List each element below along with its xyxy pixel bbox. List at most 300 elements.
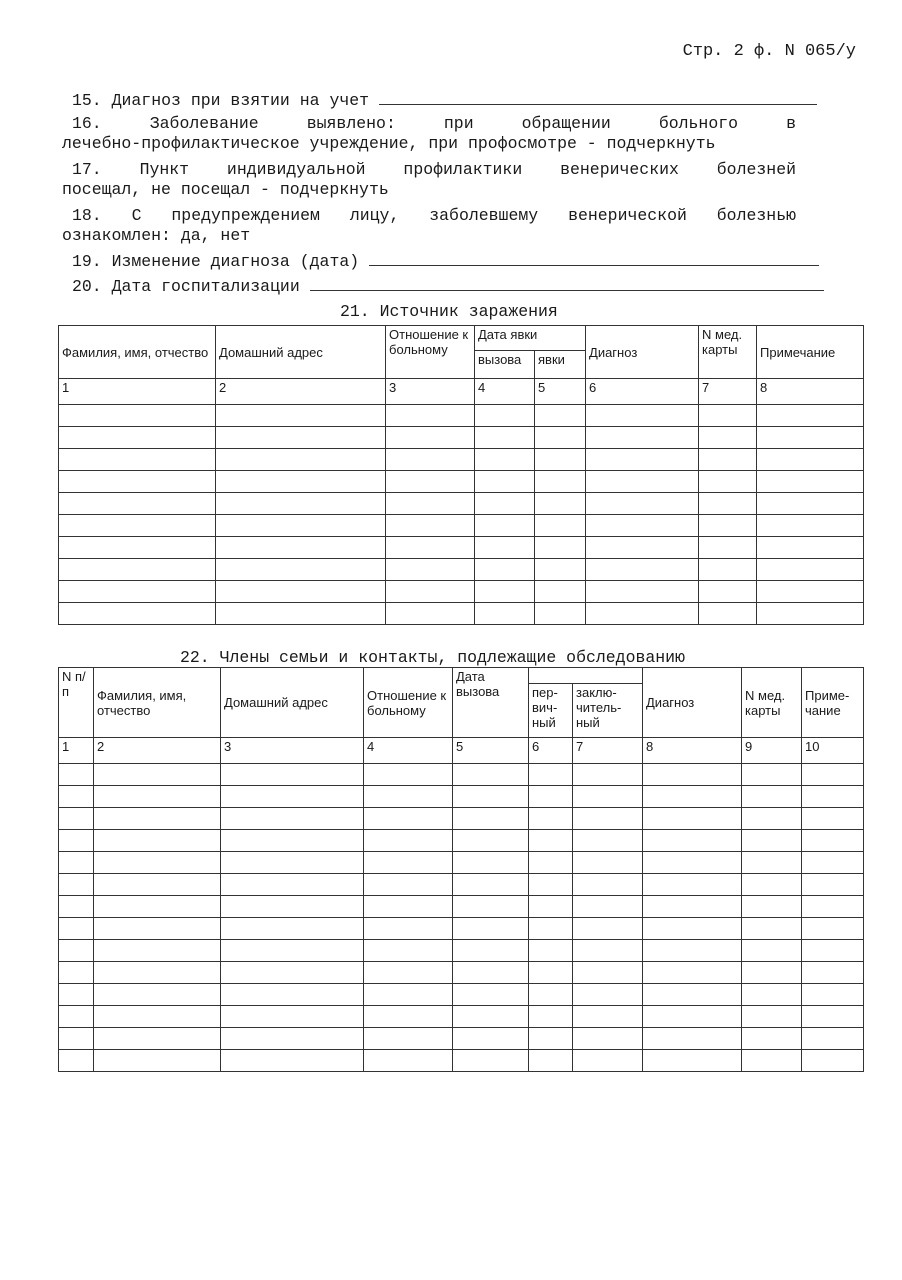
blank-cell[interactable]: [59, 537, 216, 559]
blank-cell[interactable]: [699, 405, 757, 427]
blank-cell[interactable]: [643, 1050, 742, 1072]
blank-cell[interactable]: [216, 603, 386, 625]
blank-cell[interactable]: [529, 896, 573, 918]
blank-cell[interactable]: [586, 559, 699, 581]
blank-cell[interactable]: [453, 1050, 529, 1072]
blank-cell[interactable]: [573, 962, 643, 984]
blank-cell[interactable]: [742, 874, 802, 896]
col-number: 1: [59, 738, 94, 764]
blank-cell[interactable]: [216, 537, 386, 559]
item-15: 15. Диагноз при взятии на учет: [62, 90, 796, 111]
col-primary: пер- вич- ный: [529, 684, 573, 738]
col-number: 3: [386, 379, 475, 405]
blank-cell[interactable]: [364, 1028, 453, 1050]
blank-cell[interactable]: [216, 559, 386, 581]
blank-cell[interactable]: [529, 786, 573, 808]
blank-cell[interactable]: [364, 940, 453, 962]
blank-cell[interactable]: [802, 874, 864, 896]
blank-cell[interactable]: [699, 493, 757, 515]
blank-cell[interactable]: [59, 1006, 94, 1028]
blank-cell[interactable]: [699, 449, 757, 471]
blank-cell[interactable]: [699, 471, 757, 493]
blank-cell[interactable]: [59, 1028, 94, 1050]
blank-cell[interactable]: [221, 896, 364, 918]
blank-cell[interactable]: [586, 603, 699, 625]
blank-cell[interactable]: [475, 559, 535, 581]
blank-cell[interactable]: [59, 471, 216, 493]
blank-cell[interactable]: [453, 830, 529, 852]
blank-cell[interactable]: [475, 515, 535, 537]
blank-cell[interactable]: [453, 808, 529, 830]
blank-cell[interactable]: [221, 1028, 364, 1050]
blank-cell[interactable]: [94, 962, 221, 984]
blank-cell[interactable]: [475, 603, 535, 625]
blank-cell[interactable]: [453, 1028, 529, 1050]
blank-cell[interactable]: [364, 984, 453, 1006]
blank-cell[interactable]: [699, 559, 757, 581]
table22-title: 22. Члены семьи и контакты, подлежащие обследованию: [180, 648, 685, 667]
blank-cell[interactable]: [59, 984, 94, 1006]
blank-cell[interactable]: [529, 962, 573, 984]
col-number: 2: [216, 379, 386, 405]
blank-cell[interactable]: [573, 940, 643, 962]
blank-cell[interactable]: [573, 918, 643, 940]
blank-cell[interactable]: [699, 515, 757, 537]
table-row: [59, 962, 864, 984]
blank-cell[interactable]: [221, 918, 364, 940]
blank-cell[interactable]: [742, 940, 802, 962]
item-20: 20. Дата госпитализации: [62, 276, 796, 297]
blank-cell[interactable]: [643, 940, 742, 962]
blank-cell[interactable]: [529, 1050, 573, 1072]
blank-cell[interactable]: [364, 1050, 453, 1072]
item-16-line1: 16. Заболевание выявлено: при обращении больного в: [72, 114, 796, 133]
table21-title: 21. Источник заражения: [340, 302, 558, 321]
blank-cell[interactable]: [221, 940, 364, 962]
col-final: заклю- читель- ный: [573, 684, 643, 738]
blank-cell[interactable]: [364, 962, 453, 984]
blank-cell[interactable]: [221, 764, 364, 786]
col-diagnosis: Диагноз: [586, 326, 699, 379]
blank-cell[interactable]: [757, 559, 864, 581]
blank-cell[interactable]: [59, 918, 94, 940]
blank-cell[interactable]: [453, 896, 529, 918]
blank-cell[interactable]: [386, 405, 475, 427]
blank-cell[interactable]: [742, 1006, 802, 1028]
blank-cell[interactable]: [221, 852, 364, 874]
blank-cell[interactable]: [535, 559, 586, 581]
blank-cell[interactable]: [94, 764, 221, 786]
blank-cell[interactable]: [802, 984, 864, 1006]
blank-cell[interactable]: [364, 1006, 453, 1028]
blank-cell[interactable]: [535, 581, 586, 603]
blank-cell[interactable]: [529, 830, 573, 852]
table-row: [59, 896, 864, 918]
blank-cell[interactable]: [643, 786, 742, 808]
table-row: [59, 830, 864, 852]
col-number: 3: [221, 738, 364, 764]
blank-cell[interactable]: [386, 427, 475, 449]
blank-cell[interactable]: [757, 471, 864, 493]
hospitalization-date-field[interactable]: [310, 276, 824, 291]
blank-cell[interactable]: [742, 764, 802, 786]
blank-cell[interactable]: [59, 830, 94, 852]
blank-cell[interactable]: [802, 830, 864, 852]
table-row: [59, 449, 864, 471]
table-row: [59, 493, 864, 515]
blank-cell[interactable]: [221, 1050, 364, 1072]
blank-cell[interactable]: [699, 603, 757, 625]
blank-cell[interactable]: [573, 786, 643, 808]
blank-cell[interactable]: [453, 918, 529, 940]
blank-cell[interactable]: [586, 493, 699, 515]
blank-cell[interactable]: [573, 852, 643, 874]
blank-cell[interactable]: [757, 581, 864, 603]
blank-cell[interactable]: [643, 1028, 742, 1050]
blank-cell[interactable]: [742, 918, 802, 940]
blank-cell[interactable]: [386, 449, 475, 471]
blank-cell[interactable]: [742, 830, 802, 852]
blank-cell[interactable]: [453, 984, 529, 1006]
blank-cell[interactable]: [742, 808, 802, 830]
col-card: N мед. карты: [742, 668, 802, 738]
table-row: [59, 471, 864, 493]
blank-cell[interactable]: [643, 984, 742, 1006]
blank-cell[interactable]: [643, 1006, 742, 1028]
diagnosis-change-date-field[interactable]: [369, 251, 819, 266]
blank-cell[interactable]: [386, 559, 475, 581]
blank-cell[interactable]: [529, 874, 573, 896]
blank-cell[interactable]: [59, 581, 216, 603]
blank-cell[interactable]: [586, 581, 699, 603]
col-diagnosis: Диагноз: [643, 668, 742, 738]
table-row: [59, 940, 864, 962]
contacts-rows: [59, 764, 864, 1072]
item-18-line2: ознакомлен: да, нет: [62, 226, 251, 245]
col-number: 6: [586, 379, 699, 405]
blank-cell[interactable]: [757, 515, 864, 537]
table-row: [59, 918, 864, 940]
blank-cell[interactable]: [643, 852, 742, 874]
blank-cell[interactable]: [475, 581, 535, 603]
blank-cell[interactable]: [535, 537, 586, 559]
blank-cell[interactable]: [364, 808, 453, 830]
blank-cell[interactable]: [386, 603, 475, 625]
col-note: Приме- чание: [802, 668, 864, 738]
table-row: [59, 537, 864, 559]
blank-cell[interactable]: [643, 830, 742, 852]
blank-cell[interactable]: [59, 493, 216, 515]
col-number: 5: [453, 738, 529, 764]
item-19: 19. Изменение диагноза (дата): [62, 251, 796, 272]
blank-cell[interactable]: [94, 874, 221, 896]
col-no: N п/п: [59, 668, 94, 738]
table-row: [59, 852, 864, 874]
table-row: [59, 427, 864, 449]
blank-cell[interactable]: [59, 603, 216, 625]
col-fio: Фамилия, имя, отчество: [59, 326, 216, 379]
blank-cell[interactable]: [59, 962, 94, 984]
blank-cell[interactable]: [586, 471, 699, 493]
blank-cell[interactable]: [59, 896, 94, 918]
blank-cell[interactable]: [453, 1006, 529, 1028]
col-address: Домашний адрес: [216, 326, 386, 379]
blank-cell[interactable]: [453, 962, 529, 984]
blank-cell[interactable]: [221, 874, 364, 896]
table-row: [59, 984, 864, 1006]
blank-cell[interactable]: [94, 1050, 221, 1072]
blank-cell[interactable]: [535, 405, 586, 427]
blank-cell[interactable]: [742, 786, 802, 808]
blank-cell[interactable]: [94, 786, 221, 808]
blank-cell[interactable]: [643, 918, 742, 940]
table-row: [59, 874, 864, 896]
item-16-line2: лечебно-профилактическое учреждение, при профосмотре - подчеркнуть: [62, 134, 716, 153]
blank-cell[interactable]: [453, 764, 529, 786]
blank-cell[interactable]: [586, 405, 699, 427]
blank-cell[interactable]: [802, 852, 864, 874]
blank-cell[interactable]: [94, 830, 221, 852]
blank-cell[interactable]: [699, 537, 757, 559]
table-row: [59, 581, 864, 603]
contacts-table: [58, 667, 864, 1072]
blank-cell[interactable]: [802, 896, 864, 918]
blank-cell[interactable]: [475, 537, 535, 559]
item-17-line1: 17. Пункт индивидуальной профилактики венерических болезней: [72, 160, 796, 179]
blank-cell[interactable]: [364, 874, 453, 896]
col-visit: явки: [535, 351, 586, 379]
col-number: 7: [573, 738, 643, 764]
blank-cell[interactable]: [573, 984, 643, 1006]
blank-cell[interactable]: [529, 1028, 573, 1050]
blank-cell[interactable]: [643, 962, 742, 984]
blank-cell[interactable]: [757, 449, 864, 471]
item-18-line1: 18. С предупреждением лицу, заболевшему венерической болезнью: [72, 206, 796, 225]
blank-cell[interactable]: [221, 1006, 364, 1028]
blank-cell[interactable]: [529, 1006, 573, 1028]
blank-cell[interactable]: [742, 852, 802, 874]
blank-cell[interactable]: [802, 918, 864, 940]
blank-cell[interactable]: [364, 918, 453, 940]
blank-cell[interactable]: [386, 493, 475, 515]
blank-cell[interactable]: [529, 764, 573, 786]
blank-cell[interactable]: [216, 405, 386, 427]
blank-cell[interactable]: [475, 427, 535, 449]
blank-cell[interactable]: [364, 830, 453, 852]
blank-cell[interactable]: [453, 874, 529, 896]
table-row: [59, 1006, 864, 1028]
col-number: 8: [643, 738, 742, 764]
blank-cell[interactable]: [757, 537, 864, 559]
blank-cell[interactable]: [59, 405, 216, 427]
blank-cell[interactable]: [216, 515, 386, 537]
blank-cell[interactable]: [699, 581, 757, 603]
blank-cell[interactable]: [59, 559, 216, 581]
col-number: 4: [364, 738, 453, 764]
blank-cell[interactable]: [802, 764, 864, 786]
blank-cell[interactable]: [535, 471, 586, 493]
blank-cell[interactable]: [802, 940, 864, 962]
blank-cell[interactable]: [529, 940, 573, 962]
blank-cell[interactable]: [59, 764, 94, 786]
column-number-row: [59, 379, 864, 405]
col-number: 1: [59, 379, 216, 405]
blank-cell[interactable]: [802, 786, 864, 808]
infection-source-rows: [59, 405, 864, 625]
blank-cell[interactable]: [94, 1028, 221, 1050]
blank-cell[interactable]: [386, 471, 475, 493]
blank-cell[interactable]: [535, 515, 586, 537]
blank-cell[interactable]: [802, 1006, 864, 1028]
blank-cell[interactable]: [475, 449, 535, 471]
table-row: [59, 808, 864, 830]
blank-cell[interactable]: [573, 1006, 643, 1028]
blank-cell[interactable]: [216, 581, 386, 603]
blank-cell[interactable]: [535, 493, 586, 515]
blank-cell[interactable]: [94, 918, 221, 940]
blank-cell[interactable]: [59, 940, 94, 962]
blank-cell[interactable]: [643, 808, 742, 830]
col-number: 2: [94, 738, 221, 764]
blank-cell[interactable]: [94, 940, 221, 962]
table-row: [59, 1028, 864, 1050]
blank-cell[interactable]: [586, 515, 699, 537]
blank-cell[interactable]: [573, 874, 643, 896]
blank-cell[interactable]: [573, 896, 643, 918]
blank-cell[interactable]: [802, 1028, 864, 1050]
blank-cell[interactable]: [802, 1050, 864, 1072]
blank-cell[interactable]: [529, 918, 573, 940]
col-call-date: Дата вызова: [453, 668, 529, 738]
blank-cell[interactable]: [475, 471, 535, 493]
col-number: 7: [699, 379, 757, 405]
table-row: [59, 515, 864, 537]
blank-cell[interactable]: [643, 896, 742, 918]
blank-cell[interactable]: [94, 808, 221, 830]
blank-cell[interactable]: [475, 493, 535, 515]
blank-cell[interactable]: [386, 515, 475, 537]
item-17-line2: посещал, не посещал - подчеркнуть: [62, 180, 389, 199]
blank-cell[interactable]: [59, 1050, 94, 1072]
blank-cell[interactable]: [535, 449, 586, 471]
blank-cell[interactable]: [216, 493, 386, 515]
blank-cell[interactable]: [94, 852, 221, 874]
blank-cell[interactable]: [742, 962, 802, 984]
blank-cell[interactable]: [221, 962, 364, 984]
column-number-row: [59, 738, 864, 764]
col-fio: Фамилия, имя, отчество: [94, 668, 221, 738]
blank-cell[interactable]: [573, 1050, 643, 1072]
col-address: Домашний адрес: [221, 668, 364, 738]
blank-cell[interactable]: [453, 852, 529, 874]
blank-cell[interactable]: [573, 1028, 643, 1050]
col-number: 4: [475, 379, 535, 405]
blank-cell[interactable]: [643, 874, 742, 896]
col-number: 5: [535, 379, 586, 405]
blank-cell[interactable]: [59, 427, 216, 449]
col-number: 6: [529, 738, 573, 764]
blank-cell[interactable]: [643, 764, 742, 786]
blank-cell[interactable]: [757, 603, 864, 625]
blank-cell[interactable]: [221, 830, 364, 852]
blank-cell[interactable]: [216, 471, 386, 493]
blank-cell[interactable]: [742, 896, 802, 918]
blank-cell[interactable]: [699, 427, 757, 449]
blank-cell[interactable]: [59, 808, 94, 830]
blank-cell[interactable]: [535, 603, 586, 625]
blank-cell[interactable]: [742, 1028, 802, 1050]
blank-cell[interactable]: [757, 427, 864, 449]
blank-cell[interactable]: [586, 537, 699, 559]
col-visit-date: Дата явки: [475, 326, 586, 351]
blank-cell[interactable]: [586, 449, 699, 471]
table-row: [59, 603, 864, 625]
col-number: 8: [757, 379, 864, 405]
blank-cell[interactable]: [364, 786, 453, 808]
blank-cell[interactable]: [742, 984, 802, 1006]
table-row: [59, 786, 864, 808]
blank-cell[interactable]: [573, 808, 643, 830]
blank-cell[interactable]: [386, 537, 475, 559]
blank-cell[interactable]: [221, 984, 364, 1006]
table-row: [59, 1050, 864, 1072]
blank-cell[interactable]: [802, 962, 864, 984]
col-number: 10: [802, 738, 864, 764]
blank-cell[interactable]: [802, 808, 864, 830]
blank-cell[interactable]: [59, 874, 94, 896]
col-number: 9: [742, 738, 802, 764]
table-row: [59, 559, 864, 581]
blank-cell[interactable]: [475, 405, 535, 427]
blank-cell[interactable]: [94, 896, 221, 918]
blank-cell[interactable]: [59, 786, 94, 808]
col-note: Примечание: [757, 326, 864, 379]
blank-cell[interactable]: [94, 984, 221, 1006]
blank-cell[interactable]: [757, 405, 864, 427]
col-card: N мед. карты: [699, 326, 757, 379]
blank-cell[interactable]: [59, 449, 216, 471]
blank-cell[interactable]: [221, 786, 364, 808]
blank-cell[interactable]: [59, 852, 94, 874]
table-row: [59, 405, 864, 427]
blank-cell[interactable]: [216, 449, 386, 471]
blank-cell[interactable]: [386, 581, 475, 603]
blank-cell[interactable]: [529, 808, 573, 830]
blank-cell[interactable]: [216, 427, 386, 449]
blank-cell[interactable]: [453, 786, 529, 808]
col-relation: Отношение к больному: [364, 668, 453, 738]
blank-cell[interactable]: [364, 896, 453, 918]
blank-cell[interactable]: [573, 830, 643, 852]
blank-cell[interactable]: [573, 764, 643, 786]
blank-cell[interactable]: [453, 940, 529, 962]
col-exam-group: [529, 668, 643, 684]
blank-cell[interactable]: [535, 427, 586, 449]
blank-cell[interactable]: [742, 1050, 802, 1072]
blank-cell[interactable]: [221, 808, 364, 830]
col-call: вызова: [475, 351, 535, 379]
blank-cell[interactable]: [364, 852, 453, 874]
page-reference: Стр. 2 ф. N 065/у: [682, 42, 856, 61]
blank-cell[interactable]: [94, 1006, 221, 1028]
blank-cell[interactable]: [529, 984, 573, 1006]
blank-cell[interactable]: [586, 427, 699, 449]
blank-cell[interactable]: [529, 852, 573, 874]
diagnosis-at-registration-field[interactable]: [379, 90, 817, 105]
blank-cell[interactable]: [364, 764, 453, 786]
blank-cell[interactable]: [757, 493, 864, 515]
blank-cell[interactable]: [59, 515, 216, 537]
